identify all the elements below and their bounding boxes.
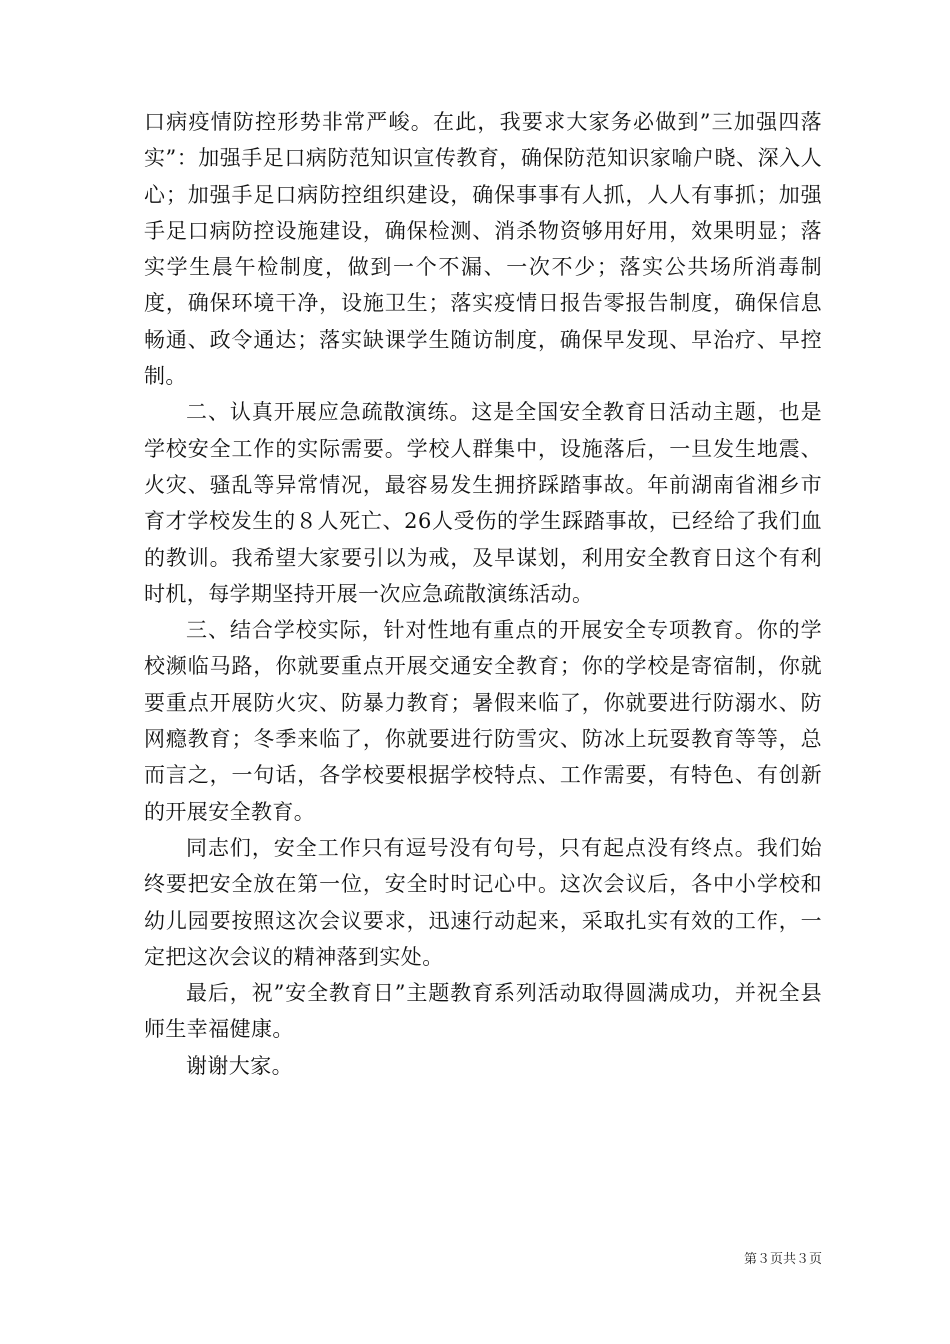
paragraph-emergency-drill: 二、认真开展应急疏散演练。这是全国安全教育日活动主题，也是学校安全工作的实际需要。学校人群集中，设施落后，一旦发生地震、火灾、骚乱等异常情况，最容易发生拥挤踩踏事故。年前湖南省湘乡市育才学校发生的８人死亡、26人受伤的学生踩踏事故，已经给了我们血的教训。我希望大家要引以为戒，及早谋划，利用安全教育日这个有利时机，每学期坚持开展一次应急疏散演练活动。 — [144, 400, 822, 606]
paragraph-continuation: 口病疫情防控形势非常严峻。在此，我要求大家务必做到”三加强四落实”：加强手足口病防范知识宣传教育，确保防范知识家喻户晓、深入人心；加强手足口病防控组织建设，确保事事有人抓，人人有事抓；加强手足口病防控设施建设，确保检测、消杀物资够用好用，效果明显；落实学生晨午检制度，做到一个不漏、一次不少；落实公共场所消毒制度，确保环境干净，设施卫生；落实疫情日报告零报告制度，确保信息畅通、政令通达；落实缺课学生随访制度，确保早发现、早治疗、早控制。 — [144, 110, 822, 389]
paragraph-closing-wishes: 最后，祝”安全教育日”主题教育系列活动取得圆满成功，并祝全县师生幸福健康。 — [144, 981, 822, 1042]
page-number-footer: 第３页共３页 — [743, 1252, 822, 1267]
paragraph-comrades: 同志们，安全工作只有逗号没有句号，只有起点没有终点。我们始终要把安全放在第一位，安全时时记心中。这次会议后，各中小学校和幼儿园要按照这次会议要求，迅速行动起来，采取扎实有效的工作，一定把这次会议的精神落到实处。 — [144, 835, 822, 969]
paragraph-special-education: 三、结合学校实际，针对性地有重点的开展安全专项教育。你的学校濒临马路，你就要重点开展交通安全教育；你的学校是寄宿制，你就要重点开展防火灾、防暴力教育；暑假来临了，你就要进行防溺水、防网瘾教育；冬季来临了，你就要进行防雪灾、防冰上玩耍教育等等，总而言之，一句话，各学校要根据学校特点、工作需要，有特色、有创新的开展安全教育。 — [144, 618, 822, 824]
document-body — [144, 104, 822, 1084]
paragraph-thanks: 谢谢大家。 — [186, 1053, 293, 1078]
